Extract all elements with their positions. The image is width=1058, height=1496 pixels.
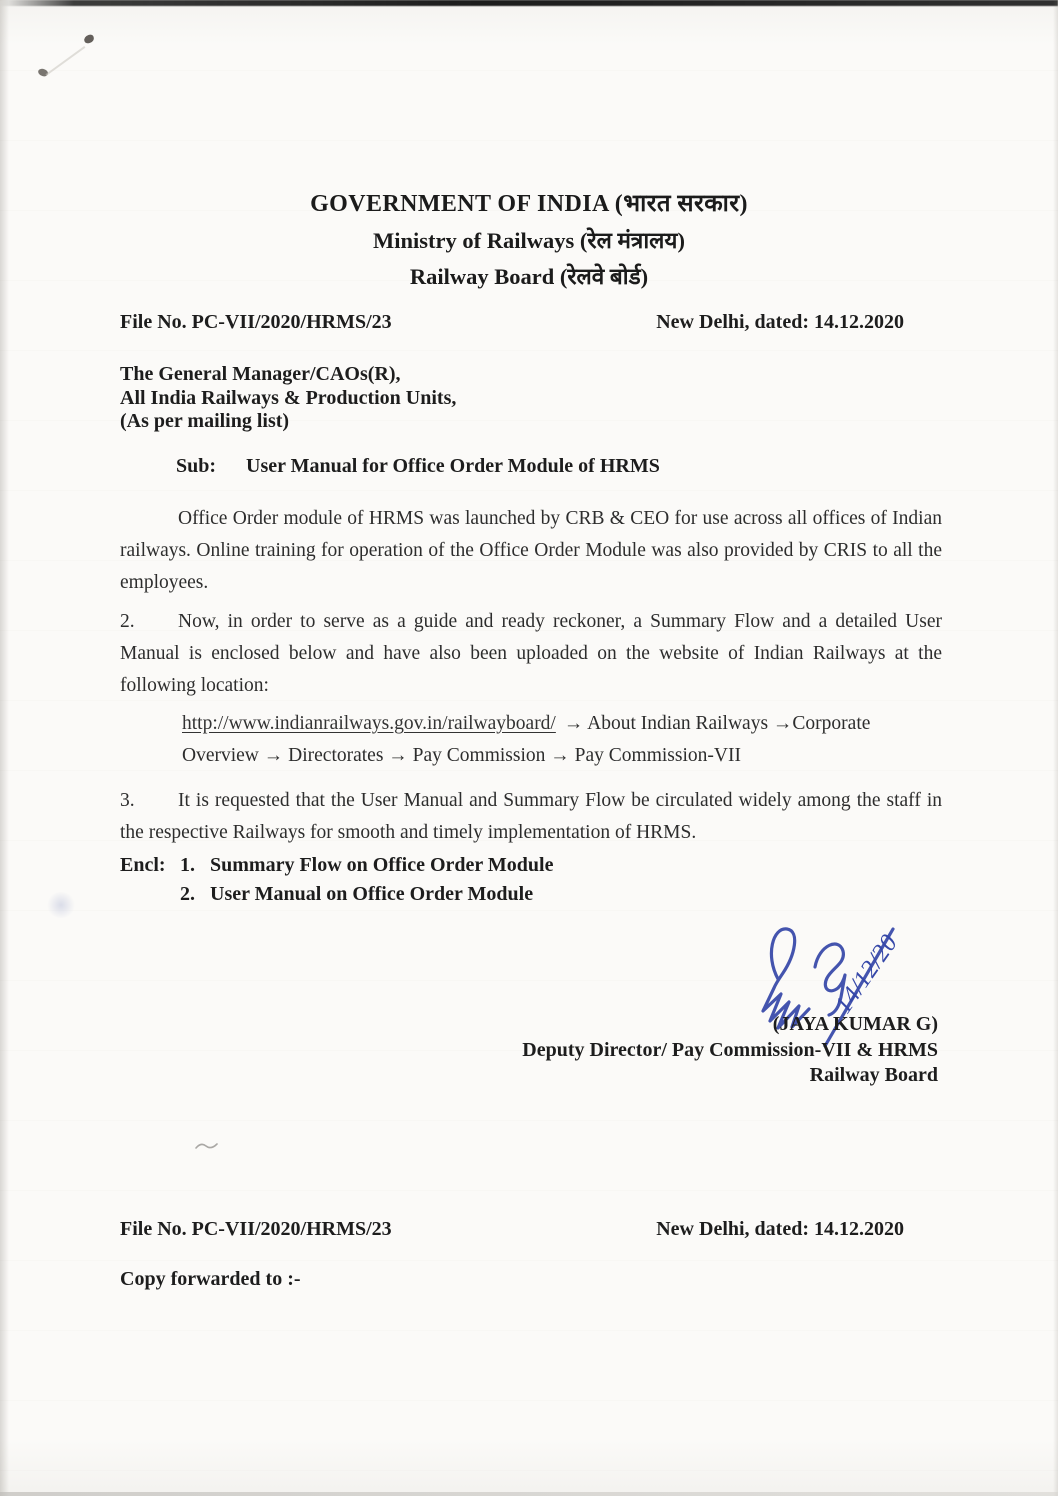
paragraph-3-number: 3. [120, 790, 135, 811]
file-number: File No. PC-VII/2020/HRMS/23 [120, 1218, 392, 1240]
place-and-date: New Delhi, dated: 14.12.2020 [656, 1218, 904, 1240]
addressee-line: All India Railways & Production Units, [120, 386, 457, 409]
reference-row-bottom [120, 1218, 942, 1241]
enclosures-list [180, 851, 553, 908]
enclosure-text: User Manual on Office Order Module [210, 882, 534, 905]
paragraph-3-text: It is requested that the User Manual and Summary Flow be circulated widely among the staff in the respective Railways for smooth and timely implementation of HRMS. [120, 790, 942, 843]
enclosure-number: 2. [180, 882, 195, 905]
place-and-date: New Delhi, dated: 14.12.2020 [656, 311, 904, 333]
pen-squiggle-artifact [194, 1140, 220, 1152]
enclosure-text: Summary Flow on Office Order Module [210, 854, 554, 876]
signatory-block [522, 1012, 938, 1089]
website-location-line [182, 708, 942, 772]
signatory-organisation: Railway Board [809, 1064, 938, 1086]
copy-forwarded-line: Copy forwarded to :- [120, 1268, 301, 1290]
subject-label: Sub: [176, 455, 217, 477]
paragraph-1: Office Order module of HRMS was launched by CRB & CEO for use across all offices of Indian railways. Online training for operation of the Office Order Module was also provided by CRIS to all the employees. [120, 508, 942, 593]
subject-line [176, 455, 660, 478]
addressee-line: The General Manager/CAOs(R), [120, 363, 401, 385]
reference-row-top [120, 311, 942, 334]
scan-bottom-edge-artifact [0, 1492, 1058, 1496]
subject-text: User Manual for Office Order Module of HRMS [246, 455, 660, 477]
ink-speck-artifact [83, 34, 95, 45]
enclosures-label: Encl: [120, 854, 166, 876]
smudge-artifact [45, 46, 85, 76]
scan-top-edge-artifact [0, 0, 1058, 6]
addressee-block [120, 363, 456, 434]
letterhead-government-line: GOVERNMENT OF INDIA (भारत सरकार) [310, 191, 748, 217]
signature-handwritten-date: 14/12/20 [829, 930, 903, 1019]
enclosure-number: 1. [180, 854, 195, 876]
navigation-path-text: → About Indian Railways →Corporate Overview → Directorates → Pay Commission → Pay Commission-VII [182, 713, 871, 766]
letterhead [0, 186, 1058, 295]
letterhead-board-line: Railway Board (रेलवे बोर्ड) [409, 264, 649, 289]
paragraph-2-number: 2. [120, 611, 135, 632]
letterhead-ministry-line: Ministry of Railways (रेल मंत्रालय) [373, 228, 685, 253]
addressee-line: (As per mailing list) [120, 410, 290, 432]
enclosures-block [120, 851, 553, 908]
paragraph-2 [120, 606, 942, 702]
enclosure-item [180, 851, 553, 880]
smudge-artifact [46, 892, 76, 918]
signatory-designation: Deputy Director/ Pay Commission-VII & HRMS [522, 1038, 938, 1061]
file-number: File No. PC-VII/2020/HRMS/23 [120, 311, 392, 333]
railway-board-url: http://www.indianrailways.gov.in/railwayboard/ [182, 713, 556, 734]
signatory-name: (JAYA KUMAR G) [772, 1013, 938, 1035]
enclosure-item [180, 880, 553, 909]
paragraph-2-text: Now, in order to serve as a guide and ready reckoner, a Summary Flow and a detailed User Manual is enclosed below and have also been uploaded on the website of Indian Railways at the following location: [120, 611, 942, 696]
paragraph-3 [120, 785, 942, 849]
